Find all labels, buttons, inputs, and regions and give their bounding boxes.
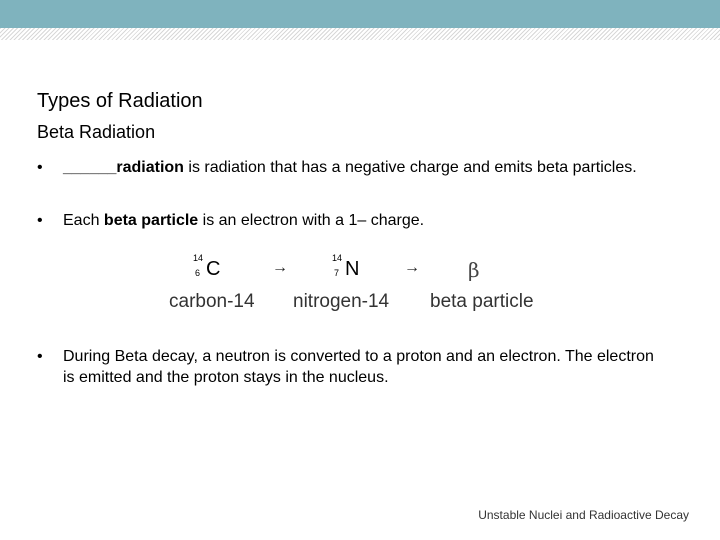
bullet-body: is radiation that has a negative charge and emits beta particles. — [183, 159, 637, 176]
bullet-marker: • — [37, 348, 43, 365]
bullet-text — [63, 210, 663, 231]
nitrogen-mass-number: 14 — [332, 253, 343, 263]
bold-term: beta particle — [103, 212, 199, 229]
reaction-arrow-1: → — [272, 259, 288, 276]
bullet-text: During Beta decay, a neutron is converted to a proton and an electron. The electron is emitted and the proton stays in the nucleus. — [63, 348, 654, 386]
carbon-nuclide — [193, 253, 221, 281]
bullet-body: is an electron with a 1– charge. — [198, 212, 425, 229]
carbon-label: carbon-14 — [169, 291, 255, 312]
nitrogen-atomic-number: 7 — [334, 268, 340, 278]
nitrogen-label: nitrogen-14 — [293, 291, 390, 312]
carbon-symbol: C — [206, 258, 221, 280]
fill-in-blank: ______ — [63, 159, 117, 176]
slide-subtitle: Beta Radiation — [37, 122, 156, 142]
header-hatch-pattern — [0, 28, 720, 40]
beta-symbol: β — [468, 258, 480, 282]
carbon-atomic-number: 6 — [195, 268, 201, 278]
beta-particle-label: beta particle — [430, 291, 534, 312]
header-bar — [0, 0, 720, 28]
bullet-prefix: Each — [63, 212, 104, 229]
slide-title: Types of Radiation — [37, 90, 203, 112]
bullet-marker: • — [37, 212, 43, 229]
bullet-marker: • — [37, 159, 43, 176]
bullet-text — [63, 157, 663, 178]
carbon-mass-number: 14 — [193, 253, 204, 263]
reaction-arrow-2: → — [404, 259, 420, 276]
bold-term: radiation — [116, 159, 184, 176]
footer-text: Unstable Nuclei and Radioactive Decay — [478, 508, 689, 522]
nitrogen-nuclide — [332, 253, 360, 281]
nitrogen-symbol: N — [345, 258, 360, 280]
